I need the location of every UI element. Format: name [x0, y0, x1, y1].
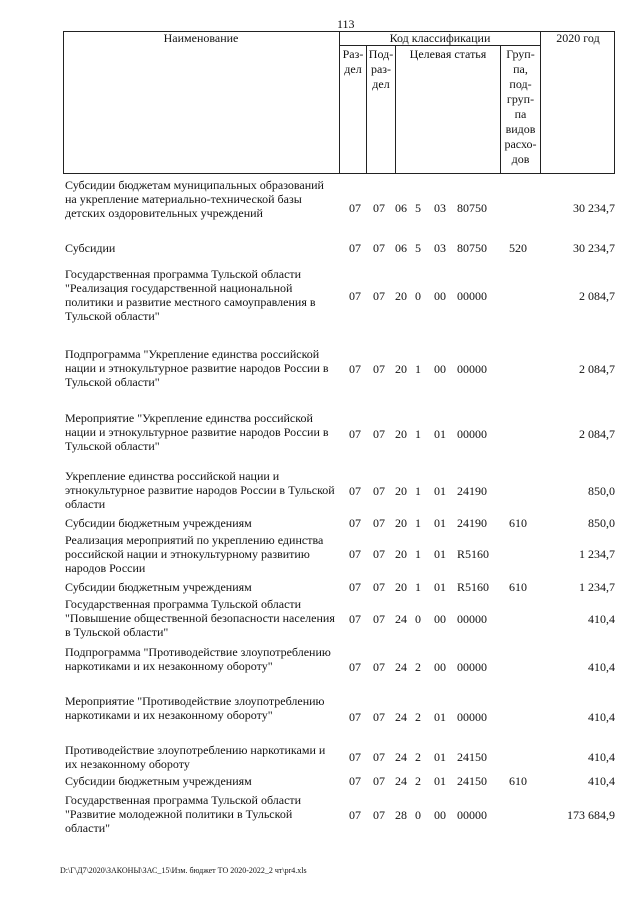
- row-podrazdel: 07: [373, 710, 385, 724]
- row-target-subprogram: 1: [415, 516, 421, 530]
- row-target-program: 06: [395, 241, 407, 255]
- row-target-measure: 01: [434, 580, 446, 594]
- row-target-measure: 00: [434, 660, 446, 674]
- row-razdel: 07: [349, 580, 361, 594]
- row-razdel: 07: [349, 201, 361, 215]
- row-expense-type: 610: [509, 774, 527, 788]
- row-amount: 30 234,7: [573, 241, 615, 255]
- row-target-direction: 80750: [457, 201, 487, 215]
- row-target-direction: 00000: [457, 660, 487, 674]
- row-target-direction: 00000: [457, 710, 487, 724]
- row-name: Укрепление единства российской нации и этнокультурное развитие народов России в Тульской области: [65, 469, 335, 511]
- razdel-header: Раз- дел: [342, 47, 364, 76]
- row-target-program: 20: [395, 580, 407, 594]
- row-amount: 2 084,7: [579, 289, 615, 303]
- row-target-subprogram: 1: [415, 484, 421, 498]
- row-target-program: 24: [395, 612, 407, 626]
- row-target-measure: 01: [434, 484, 446, 498]
- row-name: Подпрограмма "Противодействие злоупотреблению наркотиками и их незаконному обороту": [65, 645, 331, 673]
- row-podrazdel: 07: [373, 774, 385, 788]
- row-name: Реализация мероприятий по укреплению единства российской нации и этнокультурному развитию народов России: [65, 533, 324, 575]
- row-amount: 410,4: [588, 774, 615, 788]
- row-target-subprogram: 2: [415, 710, 421, 724]
- year-header: 2020 год: [556, 31, 600, 45]
- row-target-direction: 00000: [457, 289, 487, 303]
- row-name: Подпрограмма "Укрепление единства российской нации и этнокультурное развитие народов России в Тульской области": [65, 347, 329, 389]
- row-name: Государственная программа Тульской области "Развитие молодежной политики в Тульской области": [65, 793, 302, 835]
- row-amount: 850,0: [588, 484, 615, 498]
- row-razdel: 07: [349, 516, 361, 530]
- row-razdel: 07: [349, 241, 361, 255]
- row-name: Субсидии бюджетным учреждениям: [65, 774, 252, 788]
- row-target-subprogram: 2: [415, 774, 421, 788]
- row-podrazdel: 07: [373, 750, 385, 764]
- row-target-direction: 00000: [457, 612, 487, 626]
- row-target-measure: 01: [434, 750, 446, 764]
- table-header: [63, 31, 615, 174]
- row-target-measure: 00: [434, 808, 446, 822]
- row-amount: 173 684,9: [567, 808, 615, 822]
- row-target-subprogram: 1: [415, 362, 421, 376]
- row-podrazdel: 07: [373, 289, 385, 303]
- row-expense-type: 610: [509, 516, 527, 530]
- row-razdel: 07: [349, 547, 361, 561]
- group-header: Груп- па, под- груп- па видов расхо- дов: [504, 47, 537, 166]
- row-target-direction: 24150: [457, 774, 487, 788]
- row-target-measure: 00: [434, 362, 446, 376]
- row-target-subprogram: 1: [415, 580, 421, 594]
- row-name: Мероприятие "Противодействие злоупотреблению наркотиками и их незаконному обороту": [65, 694, 325, 722]
- row-amount: 2 084,7: [579, 427, 615, 441]
- row-amount: 1 234,7: [579, 547, 615, 561]
- row-target-program: 20: [395, 427, 407, 441]
- page-number: 113: [337, 17, 355, 31]
- row-target-program: 20: [395, 516, 407, 530]
- row-target-direction: 24150: [457, 750, 487, 764]
- row-name: Мероприятие "Укрепление единства российской нации и этнокультурное развитие народов России в Тульской области": [65, 411, 329, 453]
- row-target-program: 24: [395, 774, 407, 788]
- row-amount: 2 084,7: [579, 362, 615, 376]
- row-razdel: 07: [349, 710, 361, 724]
- row-target-measure: 01: [434, 774, 446, 788]
- row-target-program: 20: [395, 289, 407, 303]
- row-target-program: 06: [395, 201, 407, 215]
- row-podrazdel: 07: [373, 612, 385, 626]
- row-target-program: 20: [395, 484, 407, 498]
- row-name: Субсидии: [65, 241, 116, 255]
- row-amount: 30 234,7: [573, 201, 615, 215]
- row-amount: 850,0: [588, 516, 615, 530]
- row-razdel: 07: [349, 808, 361, 822]
- row-podrazdel: 07: [373, 516, 385, 530]
- row-podrazdel: 07: [373, 362, 385, 376]
- row-name: Государственная программа Тульской области "Повышение общественной безопасности населения в Тульской области": [65, 597, 335, 639]
- row-name: Субсидии бюджетам муниципальных образований на укрепление материально-технической базы детских оздоровительных учреждений: [65, 178, 324, 220]
- row-razdel: 07: [349, 612, 361, 626]
- row-podrazdel: 07: [373, 808, 385, 822]
- name-header: Наименование: [163, 31, 239, 45]
- podrazdel-header: Под- раз- дел: [368, 47, 394, 91]
- row-podrazdel: 07: [373, 660, 385, 674]
- row-target-measure: 01: [434, 547, 446, 561]
- row-target-subprogram: 5: [415, 241, 421, 255]
- row-amount: 1 234,7: [579, 580, 615, 594]
- row-target-measure: 01: [434, 427, 446, 441]
- row-name: Противодействие злоупотреблению наркотиками и их незаконному обороту: [65, 743, 326, 771]
- row-target-subprogram: 1: [415, 427, 421, 441]
- row-target-measure: 00: [434, 612, 446, 626]
- row-target-direction: R5160: [457, 547, 490, 561]
- row-target-subprogram: 2: [415, 750, 421, 764]
- row-target-program: 24: [395, 710, 407, 724]
- row-podrazdel: 07: [373, 427, 385, 441]
- row-razdel: 07: [349, 289, 361, 303]
- row-target-subprogram: 2: [415, 660, 421, 674]
- row-expense-type: 520: [509, 241, 527, 255]
- row-amount: 410,4: [588, 710, 615, 724]
- row-amount: 410,4: [588, 660, 615, 674]
- row-razdel: 07: [349, 750, 361, 764]
- row-target-direction: 00000: [457, 362, 487, 376]
- row-target-program: 28: [395, 808, 407, 822]
- row-name: Субсидии бюджетным учреждениям: [65, 516, 252, 530]
- row-target-direction: 24190: [457, 516, 487, 530]
- file-path-footer: D:\Г\Д7\2020\ЗАКОНЫ\ЗАС_15\Изм. бюджет ТО 2020-2022_2 чт\pr4.xls: [60, 866, 307, 875]
- row-target-subprogram: 1: [415, 547, 421, 561]
- row-target-subprogram: 5: [415, 201, 421, 215]
- row-razdel: 07: [349, 660, 361, 674]
- row-razdel: 07: [349, 774, 361, 788]
- row-target-measure: 01: [434, 710, 446, 724]
- row-target-measure: 01: [434, 516, 446, 530]
- row-podrazdel: 07: [373, 241, 385, 255]
- row-target-direction: 00000: [457, 427, 487, 441]
- row-target-program: 24: [395, 750, 407, 764]
- row-target-measure: 03: [434, 201, 446, 215]
- code-header: Код классификации: [389, 31, 491, 45]
- row-podrazdel: 07: [373, 547, 385, 561]
- row-razdel: 07: [349, 427, 361, 441]
- row-expense-type: 610: [509, 580, 527, 594]
- row-name: Субсидии бюджетным учреждениям: [65, 580, 252, 594]
- row-target-subprogram: 0: [415, 289, 421, 303]
- row-target-subprogram: 0: [415, 612, 421, 626]
- row-name: Государственная программа Тульской области "Реализация государственной национальной политики и развитие местного самоуправления в Тульской области": [65, 267, 316, 323]
- row-podrazdel: 07: [373, 484, 385, 498]
- row-target-program: 20: [395, 362, 407, 376]
- row-target-program: 24: [395, 660, 407, 674]
- row-target-measure: 00: [434, 289, 446, 303]
- row-target-subprogram: 0: [415, 808, 421, 822]
- row-target-direction: 00000: [457, 808, 487, 822]
- row-amount: 410,4: [588, 750, 615, 764]
- row-target-direction: 24190: [457, 484, 487, 498]
- target-header: Целевая статья: [409, 47, 487, 61]
- row-razdel: 07: [349, 362, 361, 376]
- row-podrazdel: 07: [373, 580, 385, 594]
- row-razdel: 07: [349, 484, 361, 498]
- row-target-direction: R5160: [457, 580, 490, 594]
- row-target-measure: 03: [434, 241, 446, 255]
- row-target-direction: 80750: [457, 241, 487, 255]
- row-amount: 410,4: [588, 612, 615, 626]
- row-target-program: 20: [395, 547, 407, 561]
- row-podrazdel: 07: [373, 201, 385, 215]
